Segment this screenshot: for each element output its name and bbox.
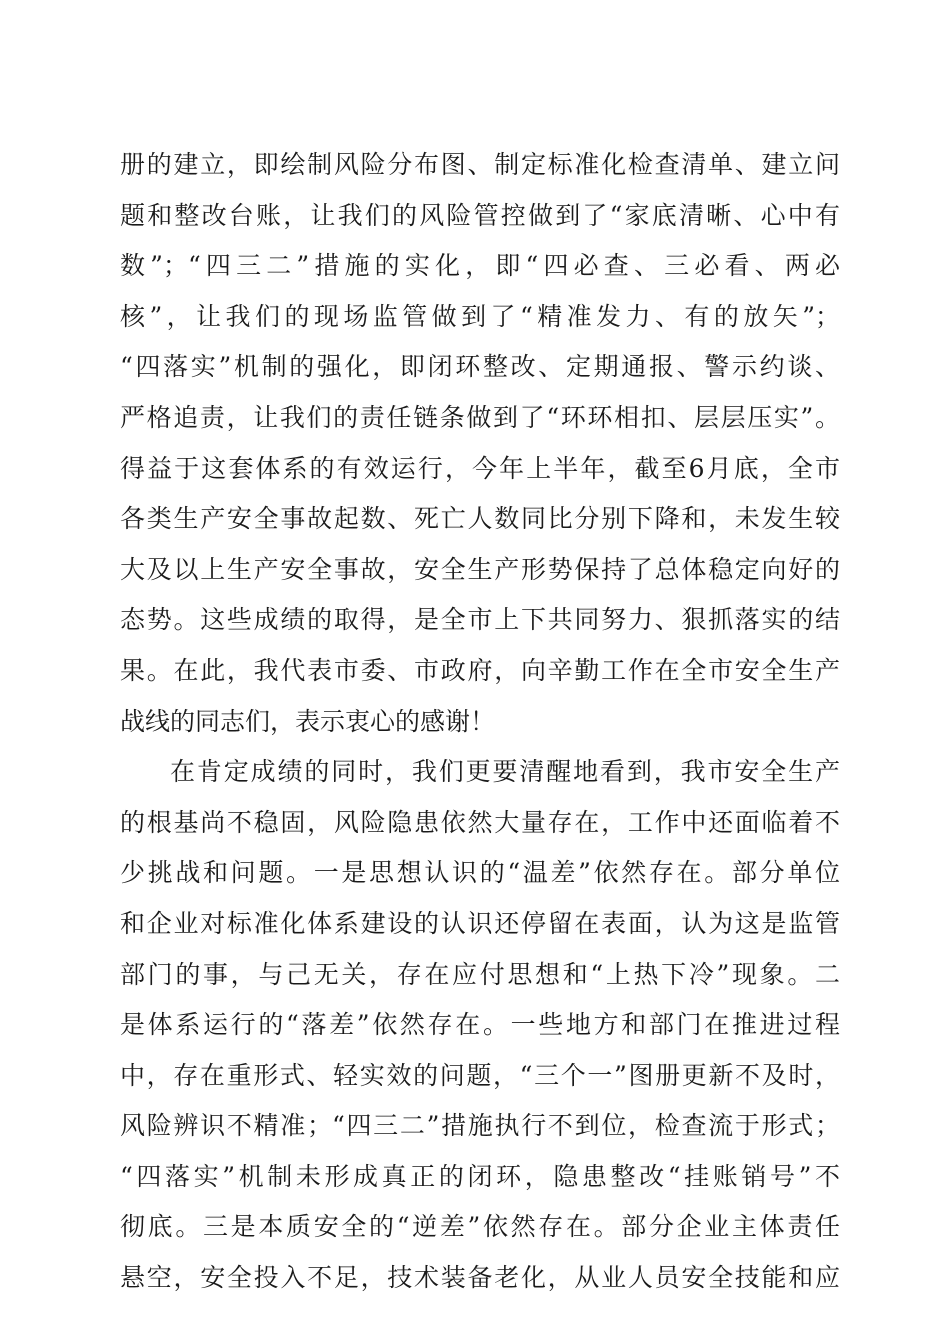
text-line: 严格追责，让我们的责任链条做到了“环环相扣、层层压实”。	[120, 402, 840, 432]
text-line: 大及以上生产安全事故，安全生产形势保持了总体稳定向好的	[120, 554, 840, 584]
body-text	[120, 140, 840, 1304]
text-line: 态势。这些成绩的取得，是全市上下共同努力、狠抓落实的结	[120, 605, 840, 635]
text-line: 核”，让我们的现场监管做到了“精准发力、有的放矢”；	[120, 301, 840, 331]
text-line: 得益于这套体系的有效运行，今年上半年，截至6月底，全市	[120, 453, 840, 483]
text-line: “四落实”机制未形成真正的闭环，隐患整改“挂账销号”不	[120, 1161, 840, 1191]
text-line: 悬空，安全投入不足，技术装备老化，从业人员安全技能和应	[120, 1263, 840, 1293]
text-line: “四落实”机制的强化，即闭环整改、定期通报、警示约谈、	[120, 352, 840, 382]
text-line: 彻底。三是本质安全的“逆差”依然存在。部分企业主体责任	[120, 1212, 840, 1242]
text-line: 数”；“四三二”措施的实化，即“四必查、三必看、两必	[120, 251, 840, 281]
text-line: 和企业对标准化体系建设的认识还停留在表面，认为这是监管	[120, 908, 840, 938]
text-line: 题和整改台账，让我们的风险管控做到了“家底清晰、心中有	[120, 200, 840, 230]
text-line: 的根基尚不稳固，风险隐患依然大量存在，工作中还面临着不	[120, 807, 840, 837]
text-line: 中，存在重形式、轻实效的问题，“三个一”图册更新不及时，	[120, 1060, 840, 1090]
text-line: 是体系运行的“落差”依然存在。一些地方和部门在推进过程	[120, 1010, 840, 1040]
text-line: 果。在此，我代表市委、市政府，向辛勤工作在全市安全生产	[120, 655, 840, 685]
text-line: 风险辨识不精准；“四三二”措施执行不到位，检查流于形式；	[120, 1111, 840, 1141]
text-line: 少挑战和问题。一是思想认识的“温差”依然存在。部分单位	[120, 858, 840, 888]
text-line: 部门的事，与己无关，存在应付思想和“上热下冷”现象。二	[120, 959, 840, 989]
text-line: 册的建立，即绘制风险分布图、制定标准化检查清单、建立问	[120, 150, 840, 179]
text-line: 各类生产安全事故起数、死亡人数同比分别下降和，未发生较	[120, 504, 840, 534]
text-line: 在肯定成绩的同时，我们更要清醒地看到，我市安全生产	[170, 757, 840, 787]
text-line: 战线的同志们，表示衷心的感谢！	[120, 706, 496, 736]
